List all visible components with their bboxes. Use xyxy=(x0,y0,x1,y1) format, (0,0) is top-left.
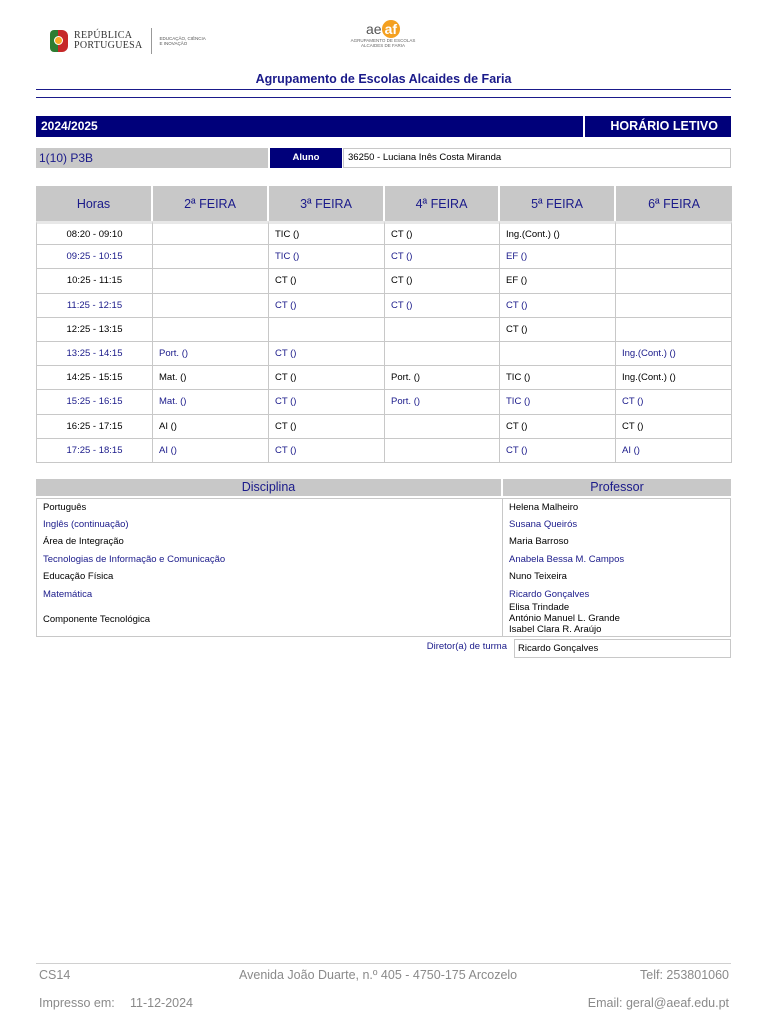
teacher-name: Isabel Clara R. Araújo xyxy=(509,624,602,635)
table-cell: AI () xyxy=(153,439,269,463)
table-cell: CT () xyxy=(269,342,385,366)
table-cell: TIC () xyxy=(269,221,385,245)
list-item xyxy=(37,602,731,636)
table-cell: CT () xyxy=(269,439,385,463)
republica-portuguesa-logo xyxy=(50,28,210,54)
time-cell: 13:25 - 14:15 xyxy=(36,342,153,366)
footer-divider xyxy=(36,963,731,964)
republica-text: REPÚBLICA PORTUGUESA xyxy=(74,30,143,51)
table-cell: CT () xyxy=(269,390,385,414)
table-cell: Ing.(Cont.) () xyxy=(616,342,732,366)
column-header-hours: Horas xyxy=(36,186,153,221)
table-cell xyxy=(616,294,732,318)
column-header-monday: 2ª FEIRA xyxy=(153,186,269,221)
table-cell: CT () xyxy=(385,294,500,318)
table-row xyxy=(36,415,732,439)
table-cell: Port. () xyxy=(153,342,269,366)
table-cell: CT () xyxy=(616,415,732,439)
table-row xyxy=(36,342,732,366)
discipline-name: Português xyxy=(43,502,87,513)
table-cell: CT () xyxy=(269,415,385,439)
table-cell: CT () xyxy=(385,269,500,293)
table-row xyxy=(36,439,732,463)
class-name: 1(10) P3B xyxy=(36,148,268,168)
table-cell xyxy=(153,269,269,293)
table-row xyxy=(36,269,732,293)
column-header-tuesday: 3ª FEIRA xyxy=(269,186,385,221)
aeaf-logo-icon: ae af xyxy=(348,20,418,38)
discipline-name: Tecnologias de Informação e Comunicação xyxy=(43,554,226,565)
time-cell: 11:25 - 12:15 xyxy=(36,294,153,318)
class-director-label: Diretor(a) de turma xyxy=(426,641,507,652)
table-cell: CT () xyxy=(385,245,500,269)
discipline-name: Educação Física xyxy=(43,571,114,582)
column-header-thursday: 5ª FEIRA xyxy=(500,186,616,221)
footer-address: Avenida João Duarte, n.º 405 - 4750-175 Arcozelo xyxy=(239,968,518,982)
discipline-name: Matemática xyxy=(43,589,93,600)
table-cell: CT () xyxy=(500,439,616,463)
table-row xyxy=(36,366,732,390)
footer-phone: Telf: 253801060 xyxy=(640,968,729,982)
table-cell xyxy=(385,318,500,342)
discipline-name: Área de Integração xyxy=(43,536,124,547)
table-cell: Port. () xyxy=(385,390,500,414)
student-value: 36250 - Luciana Inês Costa Miranda xyxy=(343,148,731,168)
table-row xyxy=(36,294,732,318)
table-row xyxy=(36,318,732,342)
teacher-name: Maria Barroso xyxy=(509,536,569,547)
organization-title: Agrupamento de Escolas Alcaides de Faria xyxy=(255,72,512,86)
schedule-header-row xyxy=(36,186,732,221)
discipline-name: Componente Tecnológica xyxy=(43,614,151,625)
school-logo-subtitle-1: AGRUPAMENTO DE ESCOLAS xyxy=(350,38,416,43)
column-header-professor: Professor xyxy=(503,479,731,496)
time-cell: 12:25 - 13:15 xyxy=(36,318,153,342)
student-label: Aluno xyxy=(270,148,342,168)
column-header-wednesday: 4ª FEIRA xyxy=(385,186,500,221)
footer-code: CS14 xyxy=(39,968,71,982)
table-cell: CT () xyxy=(385,221,500,245)
table-cell: CT () xyxy=(269,294,385,318)
time-cell: 14:25 - 15:15 xyxy=(36,366,153,390)
table-cell: CT () xyxy=(269,269,385,293)
divider xyxy=(36,97,731,98)
footer-email: Email: geral@aeaf.edu.pt xyxy=(587,996,729,1010)
divider xyxy=(36,89,731,90)
teacher-name: Elisa Trindade xyxy=(509,602,570,613)
teacher-name: Nuno Teixeira xyxy=(509,571,567,582)
table-cell xyxy=(153,221,269,245)
table-cell: CT () xyxy=(500,415,616,439)
footer-printed-date: 11-12-2024 xyxy=(130,996,194,1010)
table-cell xyxy=(616,318,732,342)
logo-separator xyxy=(151,28,152,54)
table-cell xyxy=(385,342,500,366)
table-cell xyxy=(616,221,732,245)
table-cell xyxy=(153,245,269,269)
table-cell xyxy=(385,415,500,439)
table-row xyxy=(36,221,732,245)
table-cell xyxy=(616,245,732,269)
teacher-name: Anabela Bessa M. Campos xyxy=(509,554,625,565)
table-cell: Mat. () xyxy=(153,366,269,390)
time-cell: 16:25 - 17:15 xyxy=(36,415,153,439)
table-cell xyxy=(153,294,269,318)
table-cell: Ing.(Cont.) () xyxy=(616,366,732,390)
discipline-name: Inglês (continuação) xyxy=(43,519,129,530)
school-logo xyxy=(348,20,418,48)
table-cell: AI () xyxy=(153,415,269,439)
school-logo-subtitle-2: ALCAIDES DE FARIA xyxy=(360,43,405,48)
table-cell: CT () xyxy=(500,294,616,318)
table-cell: AI () xyxy=(616,439,732,463)
table-cell: EF () xyxy=(500,269,616,293)
table-cell: CT () xyxy=(616,390,732,414)
table-row xyxy=(36,245,732,269)
time-cell: 15:25 - 16:15 xyxy=(36,390,153,414)
teacher-name: Ricardo Gonçalves xyxy=(509,589,590,600)
document-type: HORÁRIO LETIVO xyxy=(585,116,731,137)
time-cell: 17:25 - 18:15 xyxy=(36,439,153,463)
column-header-disciplina: Disciplina xyxy=(36,479,501,496)
time-cell: 09:25 - 10:15 xyxy=(36,245,153,269)
table-cell: EF () xyxy=(500,245,616,269)
table-cell xyxy=(500,342,616,366)
table-cell: Port. () xyxy=(385,366,500,390)
time-cell: 08:20 - 09:10 xyxy=(36,221,153,245)
table-cell xyxy=(269,318,385,342)
table-row xyxy=(36,390,732,414)
table-cell: Ing.(Cont.) () xyxy=(500,221,616,245)
table-cell xyxy=(153,318,269,342)
disciplines-header xyxy=(36,479,731,496)
ministry-text: EDUCAÇÃO, CIÊNCIA E INOVAÇÃO xyxy=(159,36,206,46)
footer-printed-label: Impresso em: xyxy=(39,996,115,1010)
header-logos xyxy=(0,20,768,62)
table-cell: TIC () xyxy=(269,245,385,269)
portugal-emblem-icon xyxy=(50,30,68,52)
table-cell: Mat. () xyxy=(153,390,269,414)
school-year: 2024/2025 xyxy=(36,116,583,137)
table-cell: TIC () xyxy=(500,390,616,414)
teacher-name: Helena Malheiro xyxy=(509,502,579,513)
table-cell: CT () xyxy=(500,318,616,342)
table-cell xyxy=(385,439,500,463)
table-cell xyxy=(616,269,732,293)
teacher-name: António Manuel L. Grande xyxy=(509,613,620,624)
table-cell: TIC () xyxy=(500,366,616,390)
time-cell: 10:25 - 11:15 xyxy=(36,269,153,293)
teacher-name: Susana Queirós xyxy=(509,519,578,530)
column-header-friday: 6ª FEIRA xyxy=(616,186,732,221)
schedule-table xyxy=(36,186,732,463)
class-director-value: Ricardo Gonçalves xyxy=(514,639,731,658)
table-cell: CT () xyxy=(269,366,385,390)
